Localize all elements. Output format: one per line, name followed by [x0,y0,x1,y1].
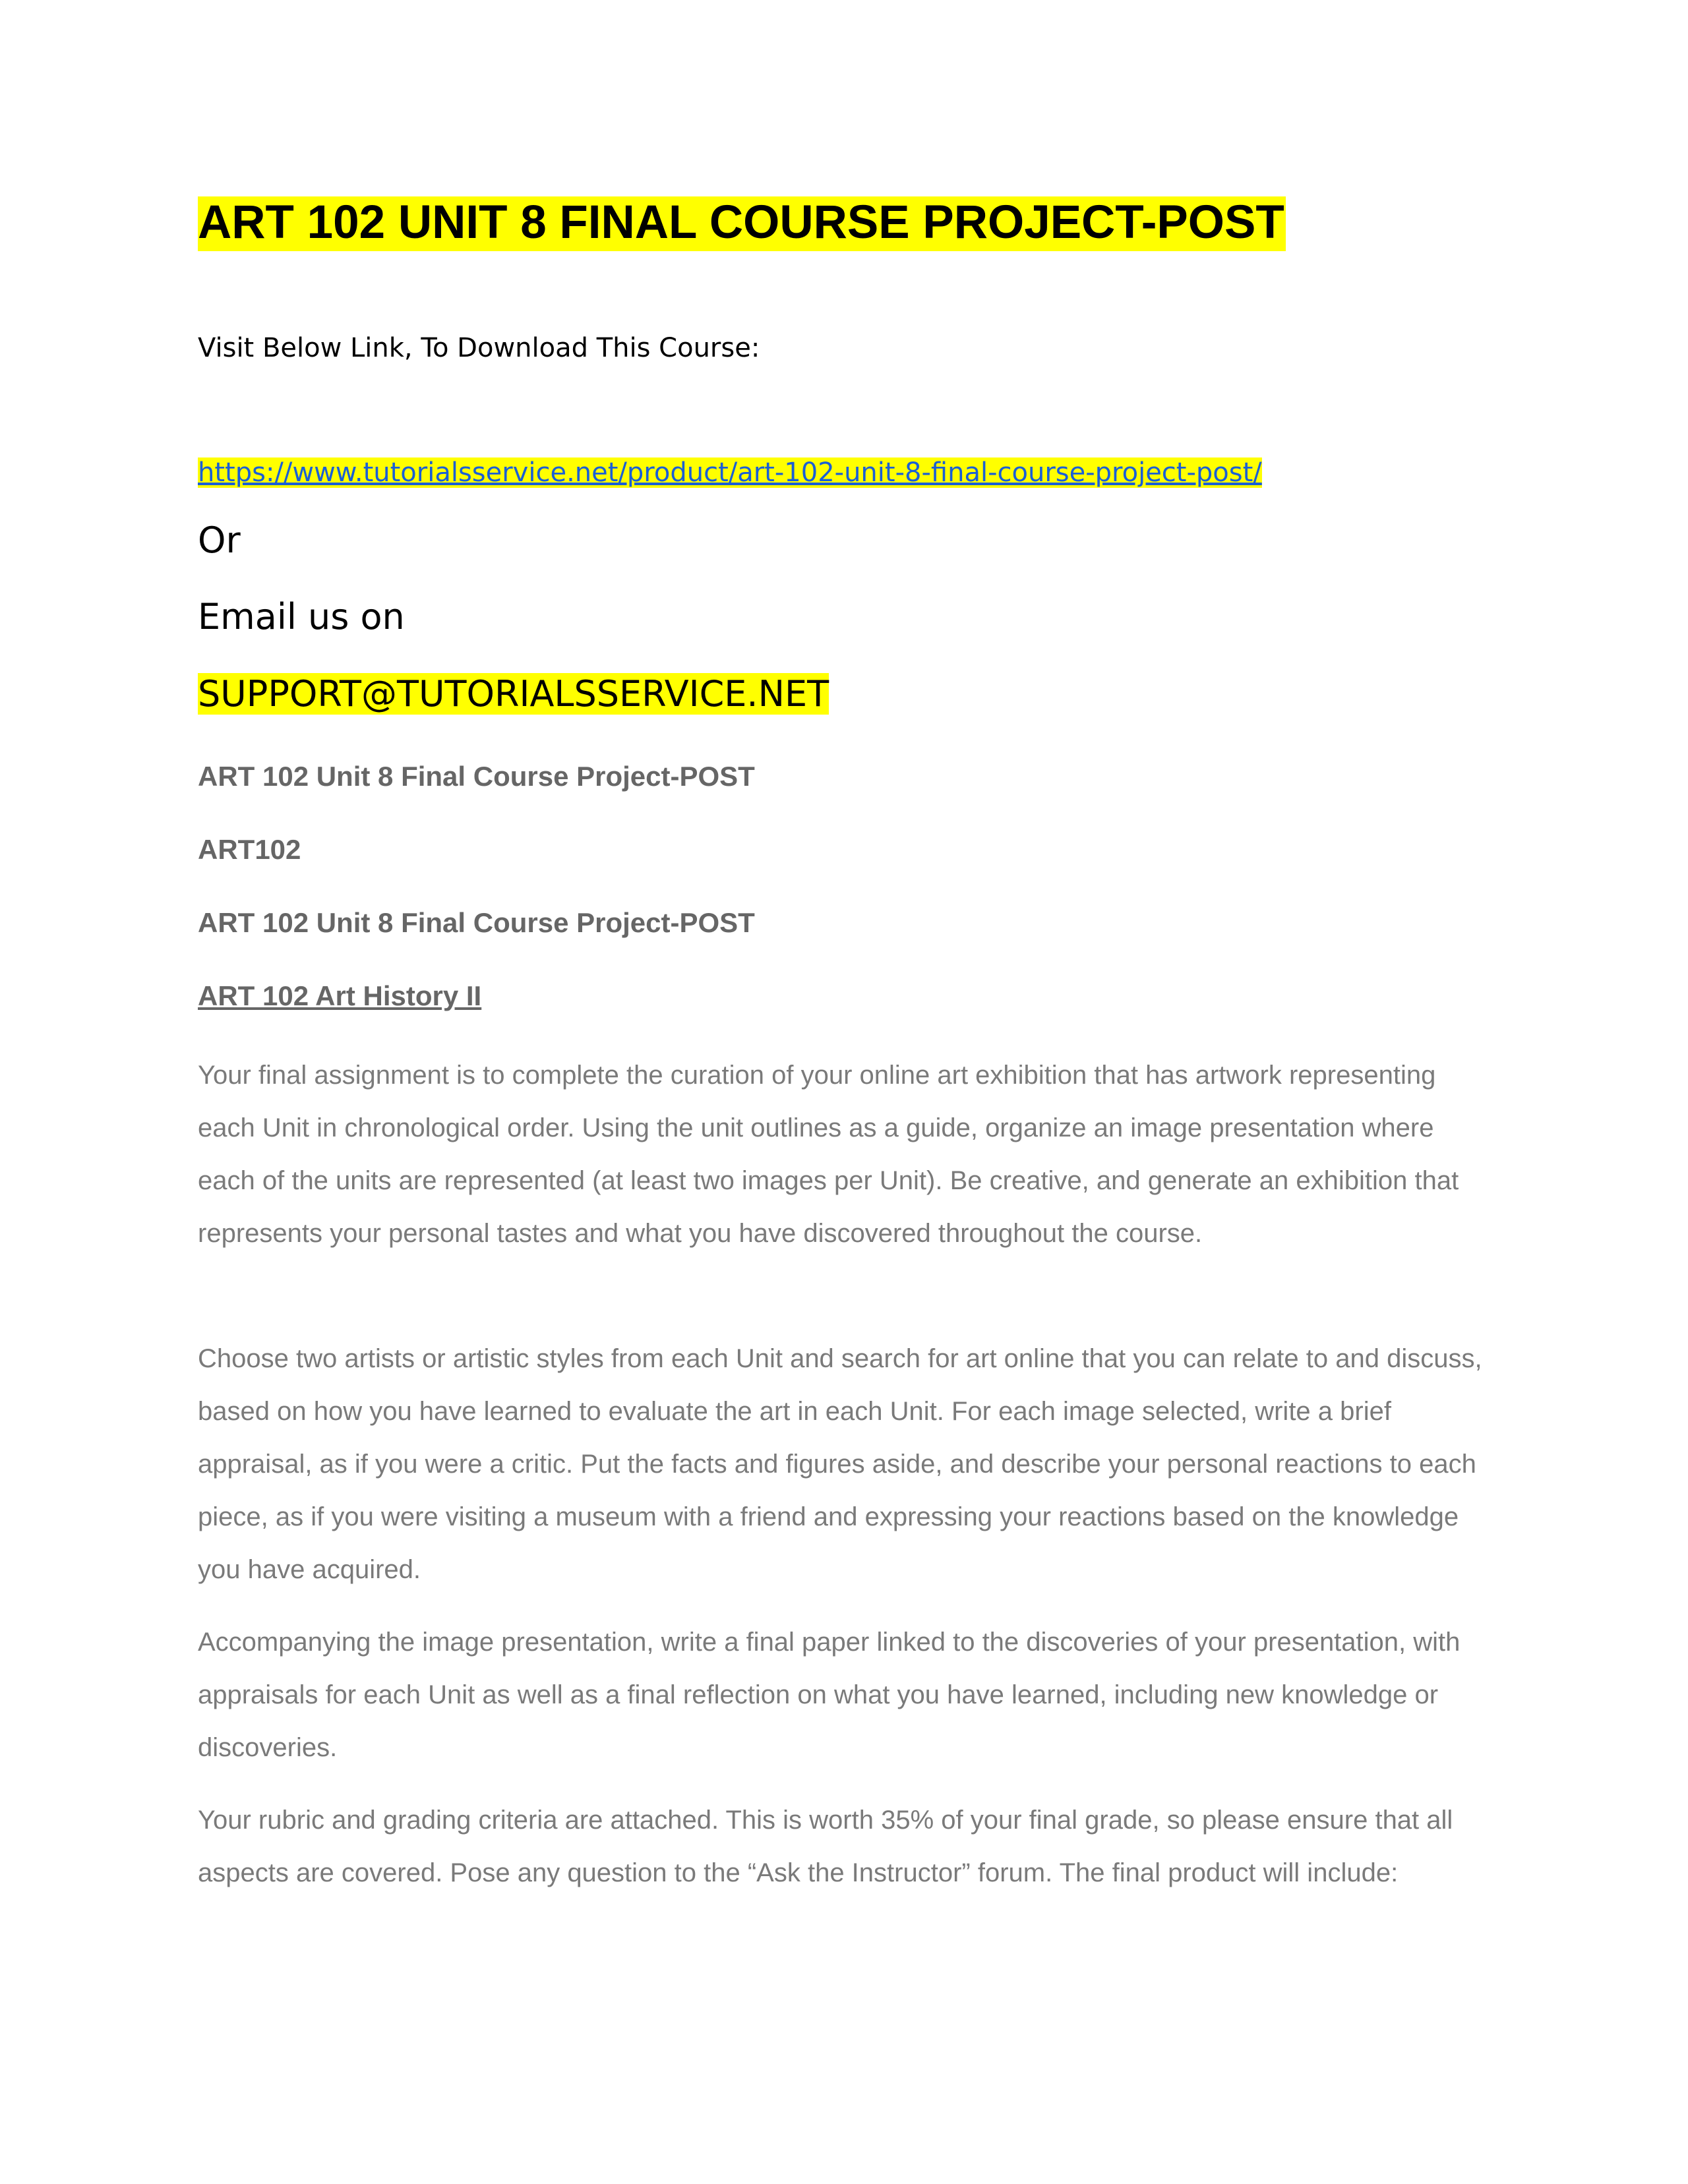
title-text: ART 102 UNIT 8 FINAL COURSE PROJECT-POST [198,196,1286,251]
paragraph-rubric: Your rubric and grading criteria are attached. This is worth 35% of your final grade, so please ensure that all aspects are covered. Pose any question to the “Ask the Instructor” forum. The final product will include: [198,1806,1453,1887]
course-name: ART 102 Art History II [198,980,482,1011]
or-text: Or [198,519,241,561]
support-email-line [198,671,829,717]
paragraph-final-paper: Accompanying the image presentation, write a final paper linked to the discoveries of your presentation, with appraisals for each Unit as well as a final reflection on what you have learned, including new knowledge or discoveries. [198,1628,1461,1762]
download-link[interactable]: https://www.tutorialsservice.net/product/art-102-unit-8-final-course-project-post/ [198,457,1262,488]
paragraph-assignment: Your final assignment is to complete the curation of your online art exhibition that has artwork representing each Unit in chronological order. Using the unit outlines as a guide, organize an image presentation where each of the units are represented (at least two images per Unit). Be creative, and generate an exhibition that represents your personal tastes and what you have discovered throughout the course. [198,1061,1459,1248]
paragraph-artists: Choose two artists or artistic styles from each Unit and search for art online that you can relate to and discuss, based on how you have learned to evaluate the art in each Unit. For each image selected, write a brief appraisal, as if you were a critic. Put the facts and figures aside, and describe your personal reactions to each piece, as if you were visiting a museum with a friend and expressing your reactions based on the knowledge you have acquired. [198,1344,1482,1584]
support-email[interactable]: SUPPORT@TUTORIALSSERVICE.NET [198,673,829,715]
document-title [198,195,1286,251]
visit-instruction: Visit Below Link, To Download This Course: [198,333,760,363]
email-label: Email us on [198,596,405,637]
subheading-project: ART 102 Unit 8 Final Course Project-POST [198,761,755,792]
course-code: ART102 [198,834,301,865]
subheading-project-repeat: ART 102 Unit 8 Final Course Project-POST [198,907,755,938]
download-link-line [198,455,1262,490]
